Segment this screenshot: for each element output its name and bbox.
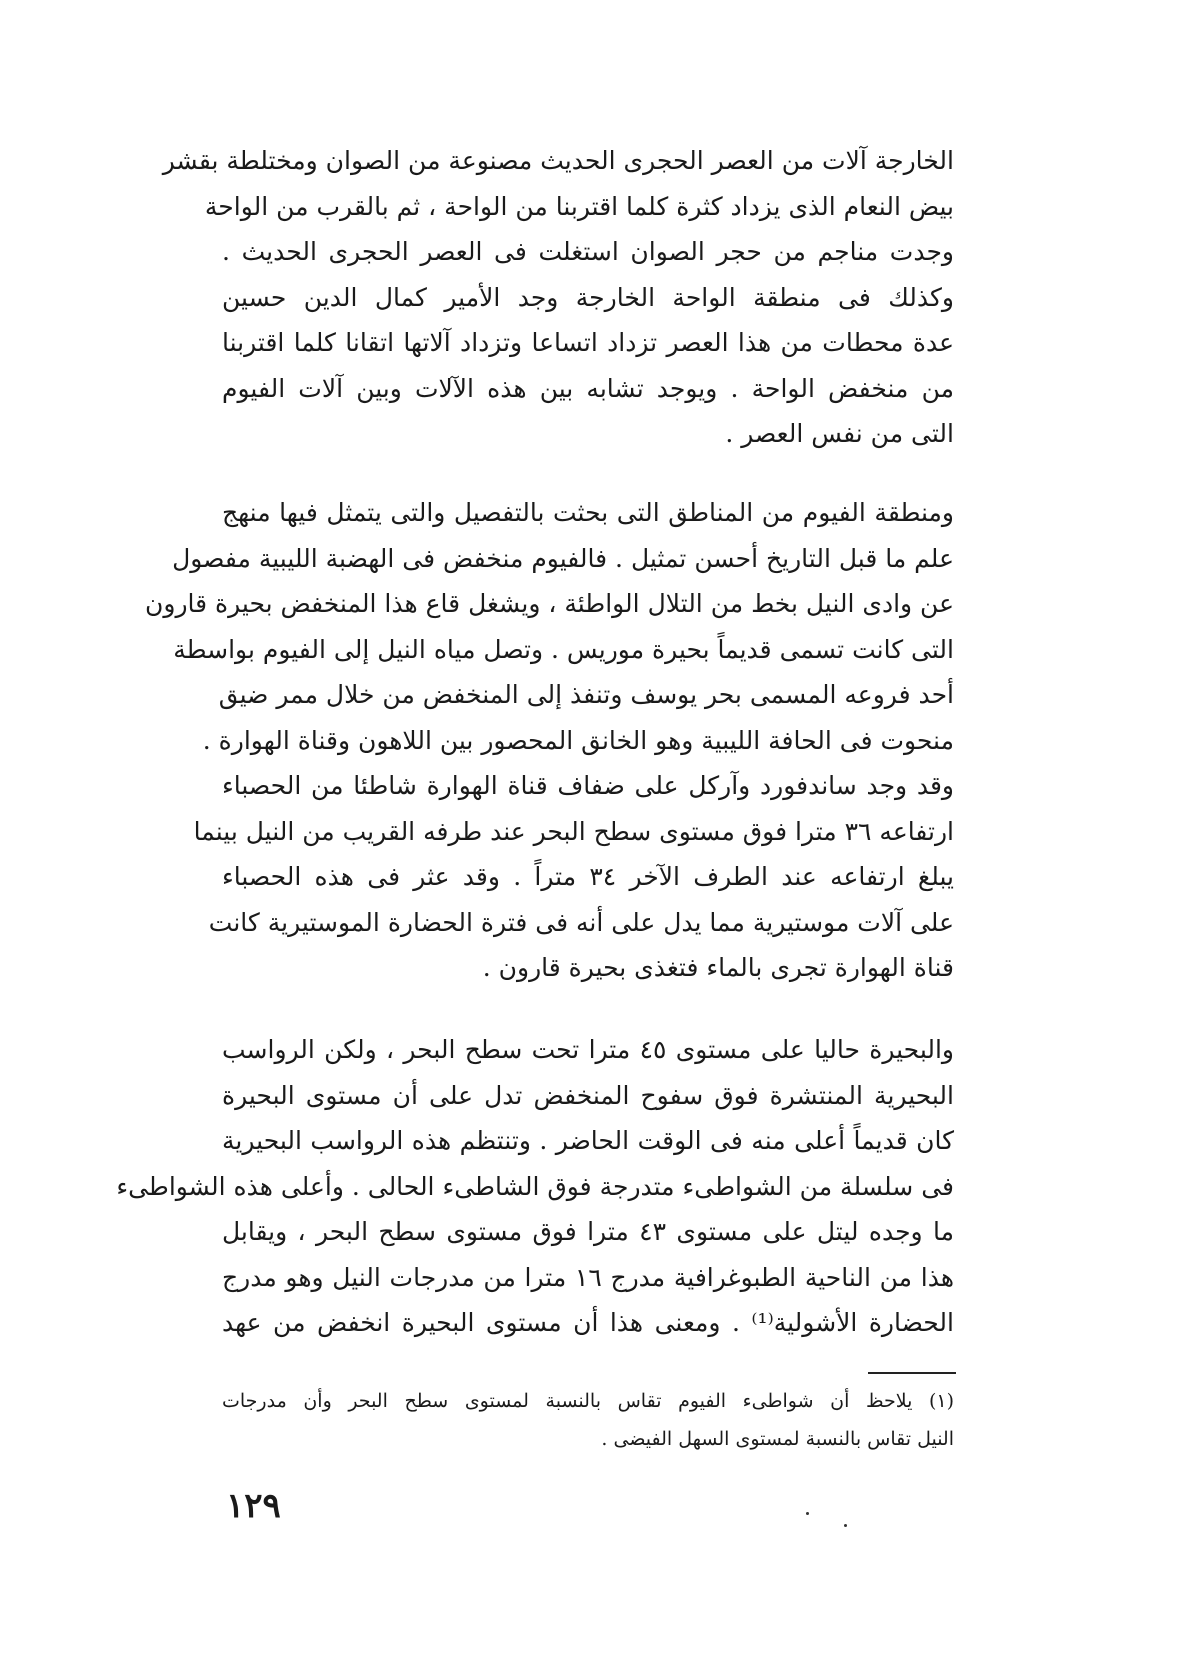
text-line: والبحيرة حاليا على مستوى ٤٥ مترا تحت سطح البحر ، ولكن الرواسب [222,1035,954,1064]
footnote-line: النيل تقاس بالنسبة لمستوى السهل الفيضى . [601,1428,954,1450]
text-line: كان قديماً أعلى منه فى الوقت الحاضر . وتنتظم هذه الرواسب البحيرية [222,1126,954,1155]
scan-speck [844,1524,847,1527]
text-line: منحوت فى الحافة الليبية وهو الخانق المحصور بين اللاهون وقناة الهوارة . [202,725,954,755]
footnote [222,1382,954,1458]
text-line: ومنطقة الفيوم من المناطق التى بحثت بالتفصيل والتى يتمثل فيها منهج [222,498,954,527]
text-line: الخارجة آلات من العصر الحجرى الحديث مصنوعة من الصوان ومختلطة بقشر [162,146,954,175]
text-line: هذا من الناحية الطبوغرافية مدرج ١٦ مترا من مدرجات النيل وهو مدرج [222,1262,955,1292]
text-line: ارتفاعه ٣٦ مترا فوق مستوى سطح البحر عند طرفه القريب من النيل بينما [193,816,954,846]
text-line: وجدت مناجم من حجر الصوان استغلت فى العصر الحجرى الحديث . [222,237,954,266]
text-line: فى سلسلة من الشواطىء متدرجة فوق الشاطىء الحالى . وأعلى هذه الشواطىء [116,1171,954,1201]
text-line: على آلات موستيرية مما يدل على أنه فى فترة الحضارة الموستيرية كانت [208,907,954,937]
footnote-line: (١) يلاحظ أن شواطىء الفيوم تقاس بالنسبة لمستوى سطح البحر وأن مدرجات [222,1390,954,1412]
text-line: بيض النعام الذى يزداد كثرة كلما اقتربنا من الواحة ، ثم بالقرب من الواحة [204,191,954,221]
text-line: الحضارة الأشولية⁽¹⁾ . ومعنى هذا أن مستوى البحيرة انخفض من عهد [222,1308,954,1337]
text-line: التى كانت تسمى قديماً بحيرة موريس . وتصل مياه النيل إلى الفيوم بواسطة [173,634,954,664]
text-line: وكذلك فى منطقة الواحة الخارجة وجد الأمير كمال الدين حسين [222,282,954,312]
text-line: من منخفض الواحة . ويوجد تشابه بين هذه الآلات وبين آلات الفيوم [222,373,954,403]
scan-speck [806,1512,809,1515]
text-line: ما وجده ليتل على مستوى ٤٣ مترا فوق مستوى سطح البحر ، ويقابل [222,1217,954,1246]
footnote-divider [868,1372,956,1374]
text-line: وقد وجد ساندفورد وآركل على ضفاف قناة الهوارة شاطئا من الحصباء [222,771,954,800]
text-line: قناة الهوارة تجرى بالماء فتغذى بحيرة قارون . [482,953,954,982]
paragraph-3 [116,1027,955,1346]
text-line: عن وادى النيل بخط من التلال الواطئة ، ويشغل قاع هذا المنخفض بحيرة قارون [145,589,954,618]
page-number: ١٢٩ [226,1486,281,1526]
text-line: أحد فروعه المسمى بحر يوسف وتنفذ إلى المنخفض من خلال ممر ضيق [218,680,954,709]
text-line: عدة محطات من هذا العصر تزداد اتساعا وتزداد آلاتها اتقانا كلما اقتربنا [222,328,954,357]
text-line: يبلغ ارتفاعه عند الطرف الآخر ٣٤ متراً . وقد عثر فى هذه الحصباء [222,862,954,891]
text-line: علم ما قبل التاريخ أحسن تمثيل . فالفيوم منخفض فى الهضبة الليبية مفصول [172,543,954,573]
text-line: التى من نفس العصر . [725,419,954,448]
text-line: البحيرية المنتشرة فوق سفوح المنخفض تدل على أن مستوى البحيرة [222,1080,954,1110]
paragraph-1 [162,138,954,457]
paragraph-2 [145,490,954,991]
